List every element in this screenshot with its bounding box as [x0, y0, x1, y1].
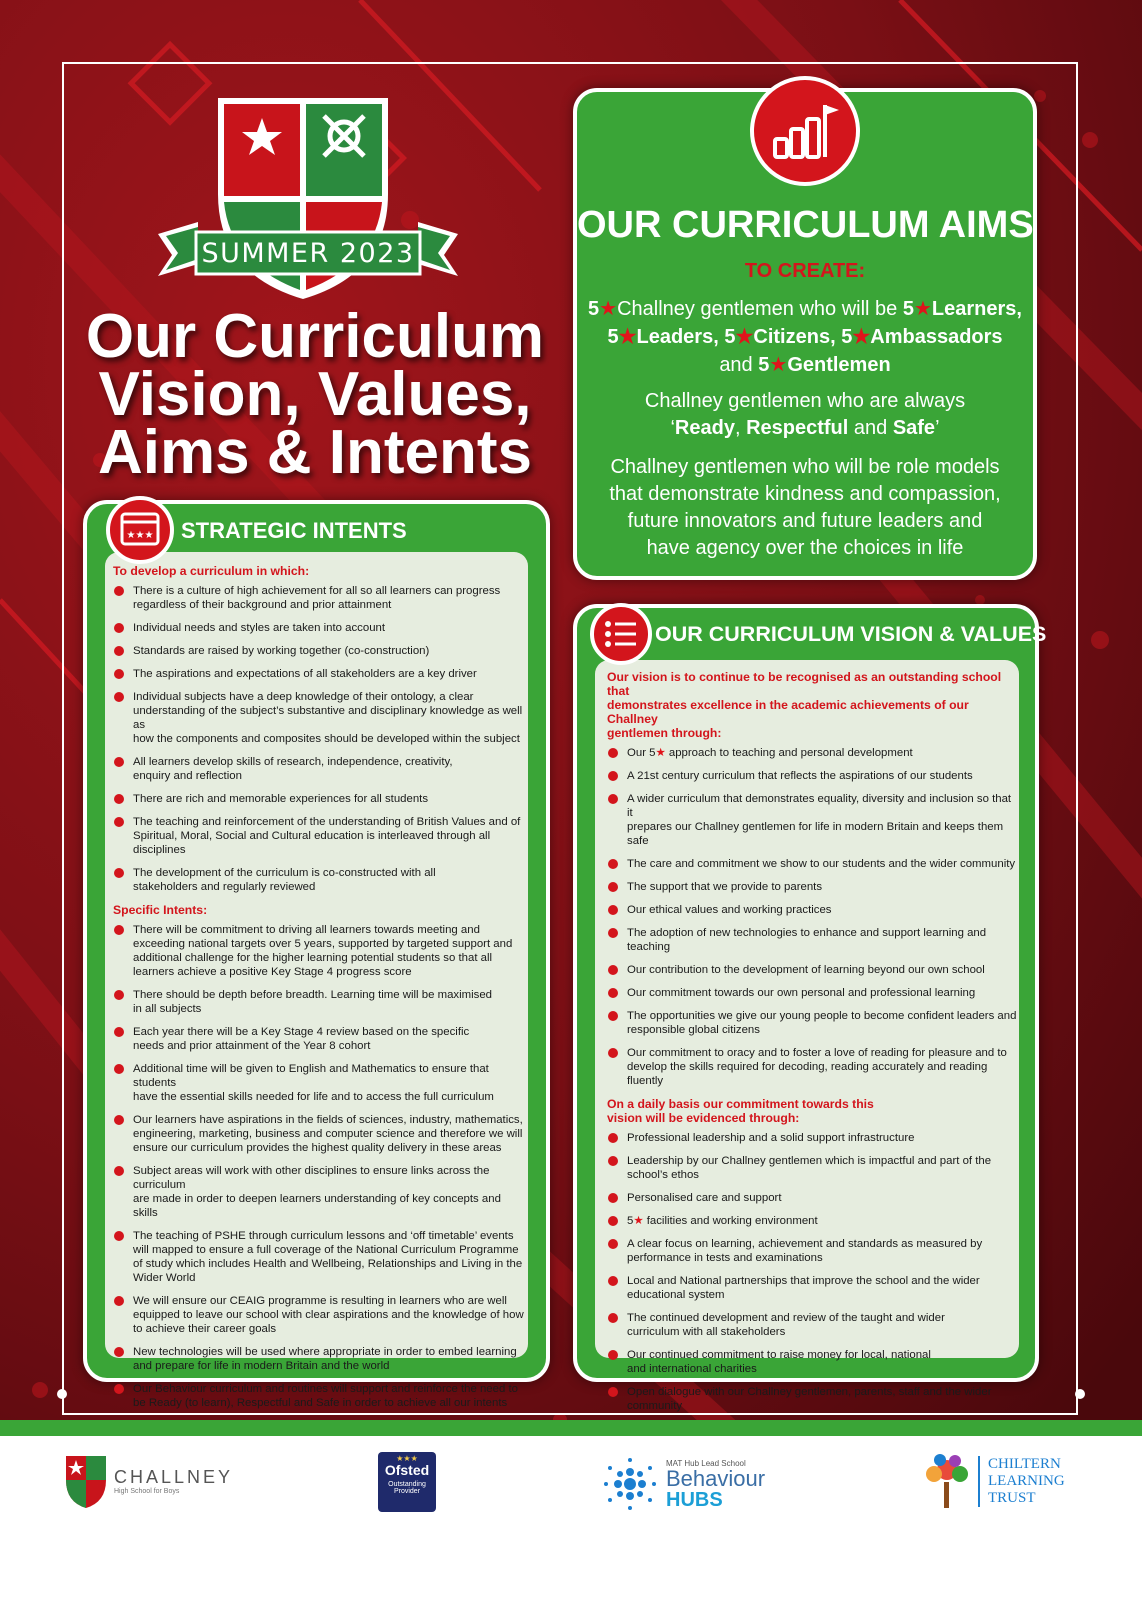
- list-item: Standards are raised by working together (co-construction): [113, 644, 525, 658]
- daily-list-continued: [607, 1237, 1017, 1436]
- strategic-heading: STRATEGIC INTENTS: [181, 518, 407, 543]
- aims-star-line-3: and 5★Gentlemen: [719, 354, 891, 376]
- specific-intents-list: [113, 923, 525, 1410]
- list-item: New technologies will be used where appropriate in order to embed learning and prepare for life in modern Britain and the world: [113, 1345, 525, 1373]
- vision-badge: [590, 603, 652, 665]
- vision-values-panel: [573, 604, 1047, 1412]
- list-item: A clear focus on learning, achievement and standards as measured by performance in tests and examinations: [607, 1237, 1017, 1265]
- strategic-inner-panel: [105, 552, 528, 1409]
- strategic-badge: [106, 496, 174, 564]
- list-item: Our commitment towards our own personal and professional learning: [607, 986, 1017, 1000]
- list-item: Our Behaviour curriculum and routines will support and reinforce the need to be Ready (to learn), Respectful and Safe in order to achieve all our intents: [113, 1382, 525, 1410]
- red-star-icon: ★: [769, 354, 788, 376]
- challney-logo: CHALLNEY High School for Boys: [62, 1452, 233, 1510]
- list-item: There is a culture of high achievement for all so all learners can progress regardless of their background and prior attainment: [113, 584, 525, 612]
- list-item: Professional leadership and a solid support infrastructure: [607, 1131, 1017, 1145]
- list-item: Personalised care and support: [607, 1191, 1017, 1205]
- list-item: The support that we provide to parents: [607, 880, 1017, 894]
- checklist-icon: [604, 619, 638, 649]
- vision-intro: Our vision is to continue to be recognised as an outstanding school that demonstrates excellence in the academic achievements of our Challney gentlemen through:: [607, 670, 1002, 740]
- strategic-intents-panel: [83, 500, 550, 1409]
- daily-list: [607, 1131, 1017, 1205]
- aims-heading: OUR CURRICULUM AIMS: [577, 204, 1034, 246]
- list-item: Our commitment to oracy and to foster a love of reading for pleasure and to develop the skills required for decoding, reading accurately and reading fluently: [607, 1046, 1017, 1088]
- aims-subheading: TO CREATE:: [744, 260, 866, 282]
- tree-icon: [922, 1452, 972, 1510]
- aims-role-line: that demonstrate kindness and compassion,: [609, 483, 1001, 505]
- footer-green-bar: [0, 1420, 1142, 1436]
- list-item: There should be depth before breadth. Learning time will be maximised in all subjects: [113, 988, 525, 1016]
- aims-star-line-2: 5★Leaders, 5★Citizens, 5★Ambassadors: [607, 326, 1003, 348]
- list-item: Our contribution to the development of learning beyond our own school: [607, 963, 1017, 977]
- vision-heading: OUR CURRICULUM VISION & VALUES: [655, 622, 1047, 646]
- aims-rrs-line: ‘Ready, Respectful and Safe’: [670, 417, 940, 439]
- list-item: Subject areas will work with other disciplines to ensure links across the curriculum are made in order to deepen learners understanding of key concepts and skills: [113, 1164, 525, 1220]
- list-item: Individual subjects have a deep knowledge of their ontology, a clear understanding of the subject’s substantive and disciplinary knowledge as well as how the components and composites should be developed within the subject: [113, 690, 525, 746]
- vision-inner-panel: [595, 660, 1019, 1412]
- title-line: Aims & Intents: [97, 418, 533, 487]
- footer: [0, 1420, 1142, 1600]
- list-item: There will be commitment to driving all learners towards meeting and exceeding national targets over 5 years, supported by targeted support and additional challenge for the higher learning potential students so that all learners achieve a positive Key Stage 4 progress score: [113, 923, 525, 979]
- vision-list: [607, 746, 1017, 1088]
- red-star-icon: ★: [599, 298, 618, 320]
- list-item: The teaching and reinforcement of the understanding of British Values and of Spiritual, Moral, Social and Cultural education is interleaved through all disciplines: [113, 815, 525, 857]
- aims-role-line: Challney gentlemen who will be role models: [610, 456, 1000, 478]
- red-star-icon: ★: [852, 326, 871, 348]
- list-item: The teaching of PSHE through curriculum lessons and ‘off timetable’ events will mapped to ensure a full coverage of the National Curriculum Programme of study which includes Health and Wellbeing, Relationships and Living in the Wider World: [113, 1229, 525, 1285]
- list-item: Individual needs and styles are taken into account: [113, 621, 525, 635]
- school-crest: [138, 84, 478, 304]
- list-item: The opportunities we give our young people to become confident leaders and responsible global citizens: [607, 1009, 1017, 1037]
- list-item: The continued development and review of the taught and wider curriculum with all stakeholders: [607, 1311, 1017, 1339]
- list-item: A wider curriculum that demonstrates equality, diversity and inclusion so that it prepares our Challney gentlemen for life in modern Britain and keeps them safe: [607, 792, 1017, 848]
- stars-icon: ★★★: [396, 1454, 418, 1463]
- red-star-icon: ★: [655, 747, 666, 759]
- list-item: Each year there will be a Key Stage 4 review based on the specific needs and prior attainment of the Year 8 cohort: [113, 1025, 525, 1053]
- chiltern-logo: CHILTERN LEARNING TRUST: [922, 1452, 1065, 1510]
- red-star-icon: ★: [735, 326, 754, 348]
- list-item: A 21st century curriculum that reflects the aspirations of our students: [607, 769, 1017, 783]
- list-item: Additional time will be given to English and Mathematics to ensure that students have the essential skills needed for life and to access the full curriculum: [113, 1062, 525, 1104]
- aims-role-line: have agency over the choices in life: [646, 537, 964, 559]
- list-item: All learners develop skills of research, independence, creativity, enquiry and reflection: [113, 755, 525, 783]
- list-item: We will ensure our CEAIG programme is resulting in learners who are well equipped to leave our school with clear aspirations and the knowledge of how to achieve their career goals: [113, 1294, 525, 1336]
- browser-rating-icon: [120, 512, 160, 548]
- svg-text:★★★: ★★★: [126, 530, 154, 541]
- aims-badge: [750, 76, 860, 186]
- list-item: The adoption of new technologies to enhance and support learning and teaching: [607, 926, 1017, 954]
- list-item: There are rich and memorable experiences for all students: [113, 792, 525, 806]
- red-star-icon: ★: [913, 298, 932, 320]
- list-item: 5★ facilities and working environment: [607, 1214, 1017, 1228]
- aims-always-line: Challney gentlemen who are always: [644, 390, 966, 412]
- list-item: Open dialogue with our Challney gentlemen, parents, staff and the wider community: [607, 1385, 1017, 1413]
- season-label: SUMMER 2023: [201, 238, 415, 269]
- red-star-icon: ★: [618, 326, 637, 348]
- specific-intents-heading: Specific Intents:: [113, 903, 208, 917]
- growth-chart-icon: [769, 101, 841, 161]
- list-item: Our learners have aspirations in the fields of sciences, industry, mathematics, engineering, marketing, business and computer science and therefore we will ensure our curriculum provides the highest quality delivery in these areas: [113, 1113, 525, 1155]
- challney-crest-icon: [62, 1452, 110, 1510]
- ofsted-logo: ★★★ Ofsted Outstanding Provider: [378, 1452, 436, 1512]
- list-item: The development of the curriculum is co-constructed with all stakeholders and regularly reviewed: [113, 866, 525, 894]
- list-item: Our 5★ approach to teaching and personal development: [607, 746, 1017, 760]
- daily-heading: On a daily basis our commitment towards this vision will be evidenced through:: [607, 1097, 874, 1125]
- strategic-intro: To develop a curriculum in which:: [113, 564, 310, 578]
- list-item: Our continued commitment to raise money for local, national and international charities: [607, 1348, 1017, 1376]
- daily-star-list: [607, 1214, 1017, 1228]
- frame-dot: [1075, 1389, 1085, 1399]
- strategic-intents-list: [113, 584, 525, 894]
- aims-role-line: future innovators and future leaders and: [627, 510, 983, 532]
- frame-dot: [57, 1389, 67, 1399]
- red-star-icon: ★: [633, 1215, 644, 1227]
- list-item: Local and National partnerships that improve the school and the wider educational system: [607, 1274, 1017, 1302]
- aims-star-line-1: 5★Challney gentlemen who will be 5★Learners,: [588, 298, 1022, 320]
- list-item: Leadership by our Challney gentlemen which is impactful and part of the school’s ethos: [607, 1154, 1017, 1182]
- hubs-dots-icon: [598, 1454, 662, 1514]
- list-item: The care and commitment we show to our students and the wider community: [607, 857, 1017, 871]
- list-item: Our ethical values and working practices: [607, 903, 1017, 917]
- title-line: Our Curriculum: [85, 302, 545, 371]
- title-line: Vision, Values,: [98, 360, 532, 429]
- list-item: The aspirations and expectations of all stakeholders are a key driver: [113, 667, 525, 681]
- behaviour-hubs-logo: MAT Hub Lead School Behaviour HUBS: [598, 1454, 765, 1514]
- page-title: [70, 302, 560, 487]
